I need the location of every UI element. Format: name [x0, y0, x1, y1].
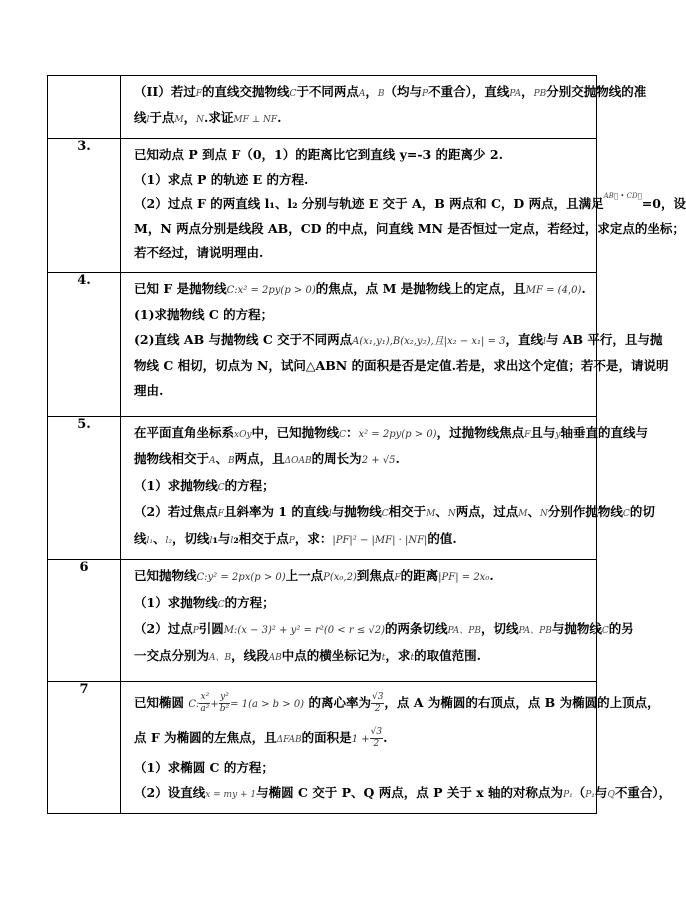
problem-text [121, 139, 686, 273]
table-row [48, 682, 597, 814]
text-line: 理由. [134, 382, 164, 398]
table-row [48, 139, 597, 273]
text-line: (1)求抛物线 C 的方程； [134, 307, 274, 322]
text-line: 在平面直角坐标系xOy中，已知抛物线C：x² = 2py(p > 0)，过抛物线焦点F且与y轴垂直的直线与 [134, 424, 648, 440]
text-line: 已知 F 是抛物线C:x² = 2py(p > 0)的焦点，点 M 是抛物线上的定点，且MF = (4,0). [134, 280, 586, 296]
problem-text [121, 682, 672, 814]
text-line: （2）设直线x = my + 1与椭圆 C 交于 P、Q 两点，点 P 关于 x 轴的对称点为P₁（P₁与Q不重合）， [134, 784, 672, 800]
text-line: （1）求点 P 的轨迹 E 的方程. [134, 171, 309, 187]
text-line: 已知动点 P 到点 F（0，1）的距离比它到直线 y=-3 的距离少 2. [134, 147, 503, 162]
text-line: （2）过点P引圆M:(x − 3)² + y² = r²(0 < r ≤ √2)的两条切线PA、PB，切线PA、PB与抛物线C的另 [134, 621, 634, 636]
text-line: 线l于点M，N.求证MF ⊥ NF. [134, 110, 282, 125]
text-line: （2）若过焦点F且斜率为 1 的直线l与抛物线C相交于M、N两点，过点M、N分别作抛物线C的切 [134, 504, 655, 519]
problem-number: 7 [48, 682, 121, 814]
table-row [48, 272, 597, 416]
problem-text [121, 76, 647, 139]
problem-table [47, 75, 686, 814]
table-row [48, 76, 597, 139]
text-line: （1）求抛物线C的方程； [134, 594, 275, 610]
problem-number [48, 76, 121, 139]
text-line: （II）若过F的直线交抛物线C于不同两点A，B（均与P不重合），直线PA，PB分别交抛物线的准 [134, 84, 647, 99]
fraction: $\frac{√3}{2}$ [371, 692, 384, 714]
problem-number: 6 [48, 560, 121, 682]
problem-text [121, 416, 655, 560]
text-line: (2)直线 AB 与抛物线 C 交于不同两点A(x₁,y₁),B(x₂,y₂),且|x₂ − x₁| = 3，直线l与 AB 平行，且与抛 [134, 331, 663, 347]
table-row [48, 560, 597, 682]
text-line: M，N 两点分别是线段 AB，CD 的中点，问直线 MN 是否恒过一定点，若经过，求定点的坐标； [134, 220, 685, 236]
fraction: $\frac{\text{y²}}{\text{b²}}$ [219, 692, 230, 714]
text-line: （2）过点 F 的两直线 l₁、l₂ 分别与轨迹 E 交于 A，B 两点和 C，D 两点，且满足AB⃗ • CD=0，设 [134, 192, 686, 211]
fraction: $\frac{\text{x²}}{\text{a²}}$ [200, 692, 210, 714]
text-line: 物线 C 相切，切点为 N，试问△ABN 的面积是否是定值.若是，求出这个定值；若不是，请说明 [134, 358, 669, 373]
text-line: 线l₁、l₂，切线l₁与l₂相交于点P，求：|PF|² − |MF| · |NF|的值. [134, 530, 457, 546]
text-line: 已知抛物线C:y² = 2px(p > 0)上一点P(x₀,2)到焦点F的距离|PF| = 2x₀. [134, 568, 494, 583]
vector-notation: AB⃗ • CD [603, 192, 642, 200]
problem-number: 4. [48, 272, 121, 416]
problem-number: 5. [48, 416, 121, 560]
text-line: （1）求抛物线C的方程； [134, 477, 275, 493]
text-line: 一交点分别为A、B，线段AB中点的横坐标记为t，求t的取值范围. [134, 647, 481, 663]
fraction: $\frac{√3}{2}$ [370, 727, 383, 749]
text-line: 若不经过，请说明理由. [134, 245, 264, 260]
text-line: （1）求椭圆 C 的方程； [134, 760, 274, 775]
problem-text [121, 272, 669, 416]
problem-text [121, 560, 634, 682]
problem-number: 3. [48, 139, 121, 273]
text-line: 抛物线相交于A、B两点，且ΔOAB的周长为2 + √5. [134, 451, 400, 466]
text-line: 点 F 为椭圆的左焦点，且ΔFAB的面积是1 + $\frac{√3}{2}$ . [134, 727, 388, 749]
table-row [48, 416, 597, 560]
text-line: 已知椭圆 C: $\frac{\text{x²}}{\text{a²}}$ + $\frac{\text{y²}}{\text{b²}}$ = 1(a > b > 0) 的离心率为 $\frac{√3}{2}$ ，点 A 为椭圆的右顶点，点 B 为椭圆的上顶点， [134, 692, 660, 714]
